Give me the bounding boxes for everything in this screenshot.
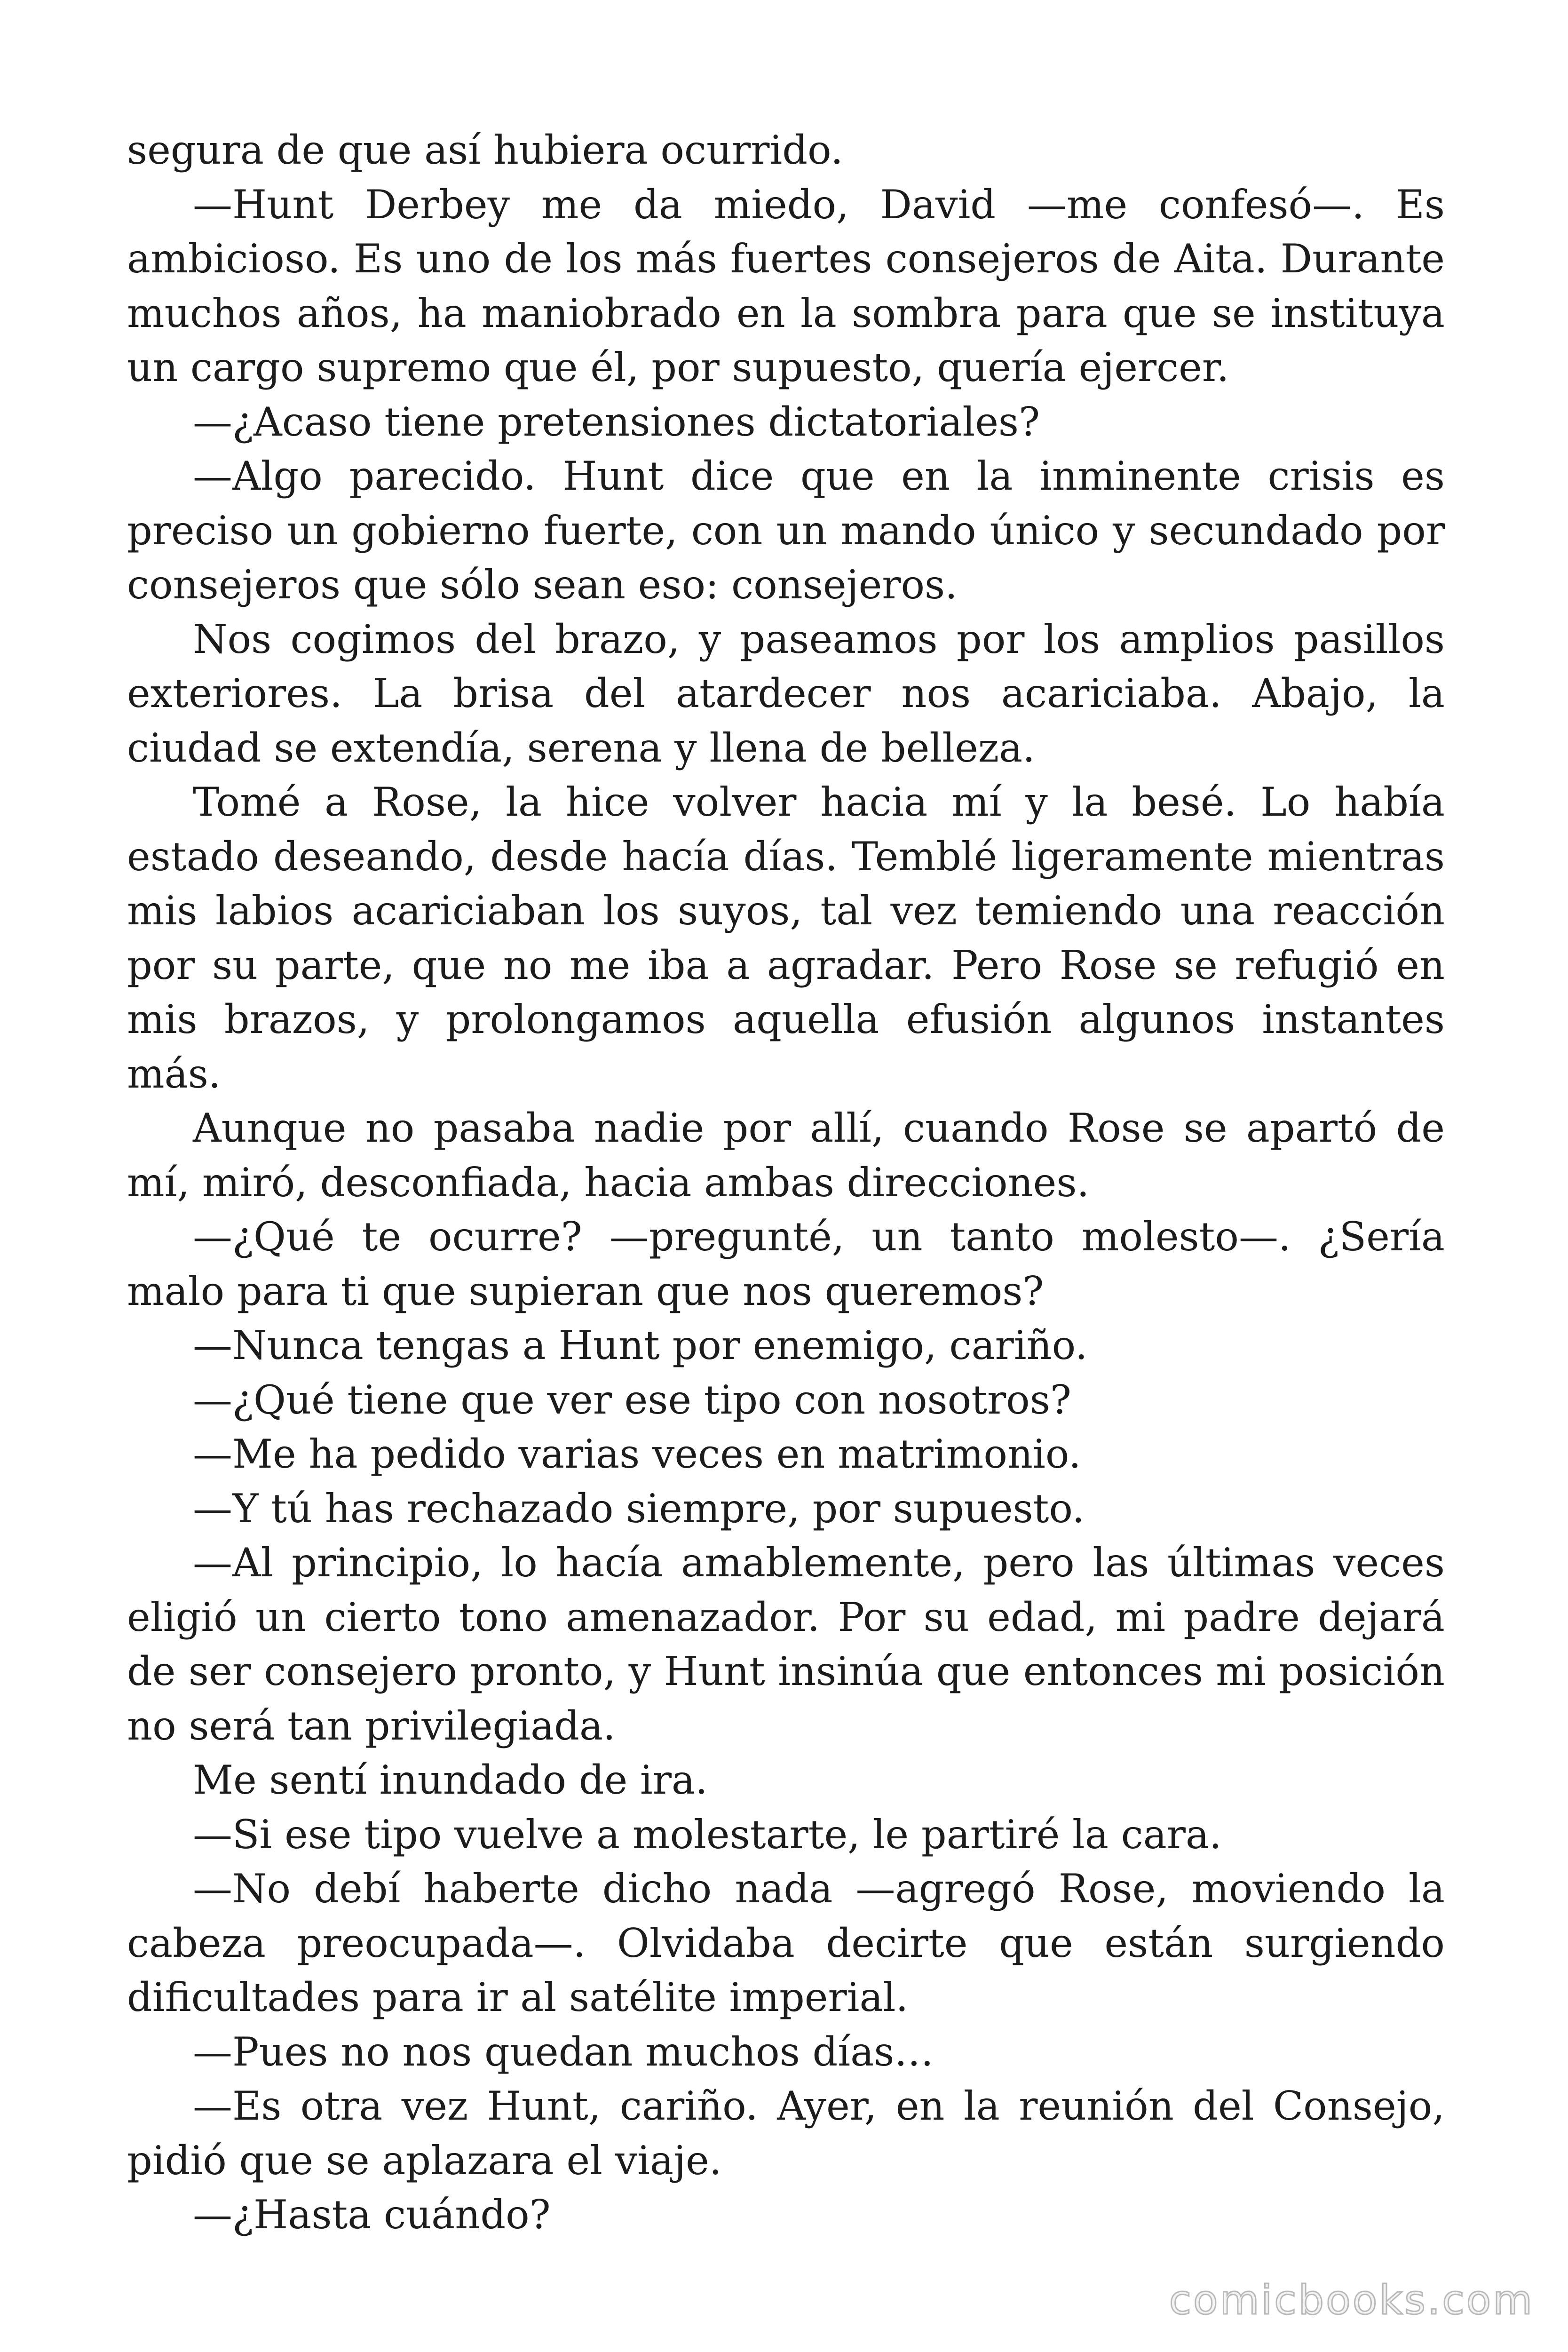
- paragraph: —Y tú has rechazado siempre, por supuesto.: [193, 1485, 1085, 1532]
- paragraph: —Si ese tipo vuelve a molestarte, le partiré la cara.: [193, 1811, 1222, 1858]
- paragraph: —Algo parecido. Hunt dice que en la inminente crisis es preciso un gobierno fuerte, con un mando único y secundado por consejeros que sólo sean eso: consejeros.: [127, 453, 1445, 608]
- paragraph: —¿Hasta cuándo?: [193, 2192, 551, 2238]
- paragraph: Tomé a Rose, la hice volver hacia mí y la besé. Lo había estado deseando, desde hacía días. Temblé ligeramente mientras mis labios acariciaban los suyos, tal vez temiendo una reacción por su parte, que no me iba a agradar. Pero Rose se refugió en mis brazos, y prolongamos aquella efusión algunos instantes más.: [127, 779, 1445, 1097]
- paragraph: —Nunca tengas a Hunt por enemigo, cariño.: [193, 1322, 1088, 1368]
- page-text: [127, 123, 1445, 2242]
- paragraph: Nos cogimos del brazo, y paseamos por los amplios pasillos exteriores. La brisa del atardecer nos acariciaba. Abajo, la ciudad se extendía, serena y llena de belleza.: [127, 616, 1445, 771]
- paragraph: —¿Qué te ocurre? —pregunté, un tanto molesto—. ¿Sería malo para ti que supieran que nos queremos?: [127, 1214, 1445, 1314]
- paragraph: —Hunt Derbey me da miedo, David —me confesó—. Es ambicioso. Es uno de los más fuertes consejeros de Aita. Durante muchos años, ha maniobrado en la sombra para que se instituya un cargo supremo que él, por supuesto, quería ejercer.: [127, 181, 1445, 390]
- watermark: comicbooks.com: [1169, 2277, 1534, 2324]
- paragraph: —Al principio, lo hacía amablemente, pero las últimas veces eligió un cierto tono amenazador. Por su edad, mi padre dejará de ser consejero pronto, y Hunt insinúa que entonces mi posición no será tan privilegiada.: [127, 1540, 1445, 1749]
- paragraph: —Pues no nos quedan muchos días…: [193, 2028, 934, 2075]
- paragraph: —No debí haberte dicho nada —agregó Rose, moviendo la cabeza preocupada—. Olvidaba decirte que están surgiendo dificultades para ir al satélite imperial.: [127, 1866, 1445, 2020]
- paragraph: —Me ha pedido varias veces en matrimonio.: [193, 1431, 1081, 1477]
- paragraph: —Es otra vez Hunt, cariño. Ayer, en la reunión del Consejo, pidió que se aplazara el viaje.: [127, 2083, 1445, 2184]
- paragraph: Me sentí inundado de ira.: [193, 1757, 708, 1803]
- paragraph: Aunque no pasaba nadie por allí, cuando Rose se apartó de mí, miró, desconfiada, hacia ambas direcciones.: [127, 1105, 1445, 1206]
- paragraph: —¿Acaso tiene pretensiones dictatoriales?: [193, 398, 1040, 445]
- paragraph: segura de que así hubiera ocurrido.: [127, 127, 843, 173]
- paragraph: —¿Qué tiene que ver ese tipo con nosotros?: [193, 1376, 1071, 1423]
